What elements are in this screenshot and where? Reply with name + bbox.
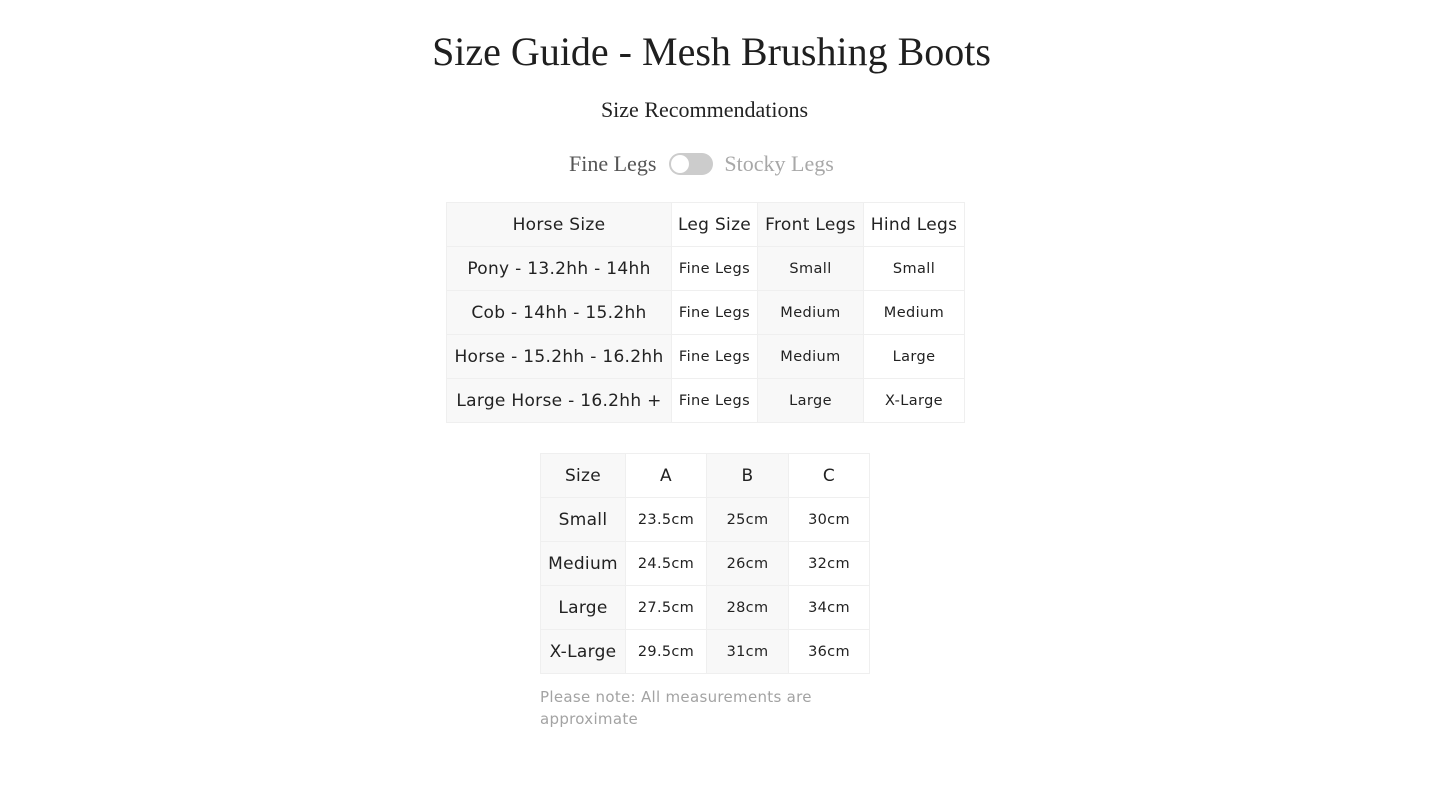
front-legs-cell: Small — [758, 247, 864, 291]
measure-b-cell: 31cm — [707, 630, 789, 674]
horse-size-cell: Pony - 13.2hh - 14hh — [447, 247, 672, 291]
hind-legs-cell: Large — [864, 335, 965, 379]
header-front-legs: Front Legs — [758, 203, 864, 247]
header-b: B — [707, 454, 789, 498]
horse-size-cell: Horse - 15.2hh - 16.2hh — [447, 335, 672, 379]
leg-type-toggle-row — [569, 149, 834, 179]
measure-a-cell: 27.5cm — [626, 586, 707, 630]
measure-a-cell: 23.5cm — [626, 498, 707, 542]
header-hind-legs: Hind Legs — [864, 203, 965, 247]
leg-size-cell: Fine Legs — [672, 335, 758, 379]
horse-size-cell: Large Horse - 16.2hh + — [447, 379, 672, 423]
measure-b-cell: 28cm — [707, 586, 789, 630]
hind-legs-cell: Medium — [864, 291, 965, 335]
measure-a-cell: 29.5cm — [626, 630, 707, 674]
size-cell: Small — [541, 498, 626, 542]
page-title: Size Guide - Mesh Brushing Boots — [432, 29, 991, 74]
table-header-row — [447, 203, 965, 247]
table-row — [541, 630, 870, 674]
table-row — [447, 335, 965, 379]
size-cell: X-Large — [541, 630, 626, 674]
header-horse-size: Horse Size — [447, 203, 672, 247]
front-legs-cell: Large — [758, 379, 864, 423]
header-c: C — [789, 454, 870, 498]
leg-size-cell: Fine Legs — [672, 291, 758, 335]
leg-type-toggle[interactable] — [669, 153, 713, 175]
table-row — [541, 586, 870, 630]
measure-b-cell: 25cm — [707, 498, 789, 542]
measurements-table — [540, 453, 870, 674]
table-row — [541, 542, 870, 586]
measure-b-cell: 26cm — [707, 542, 789, 586]
measure-c-cell: 32cm — [789, 542, 870, 586]
stocky-legs-label: Stocky Legs — [724, 151, 834, 176]
fine-legs-label: Fine Legs — [569, 151, 657, 176]
header-leg-size: Leg Size — [672, 203, 758, 247]
front-legs-cell: Medium — [758, 335, 864, 379]
table-header-row — [541, 454, 870, 498]
measurement-note: Please note: All measurements are approximate — [540, 688, 812, 728]
table-row — [447, 291, 965, 335]
table-row — [447, 379, 965, 423]
toggle-knob — [671, 155, 689, 173]
measure-c-cell: 34cm — [789, 586, 870, 630]
table-row — [447, 247, 965, 291]
table-row — [541, 498, 870, 542]
size-cell: Large — [541, 586, 626, 630]
measure-c-cell: 30cm — [789, 498, 870, 542]
header-a: A — [626, 454, 707, 498]
measure-c-cell: 36cm — [789, 630, 870, 674]
horse-size-cell: Cob - 14hh - 15.2hh — [447, 291, 672, 335]
leg-size-cell: Fine Legs — [672, 247, 758, 291]
size-cell: Medium — [541, 542, 626, 586]
hind-legs-cell: X-Large — [864, 379, 965, 423]
measure-a-cell: 24.5cm — [626, 542, 707, 586]
hind-legs-cell: Small — [864, 247, 965, 291]
size-recommendation-table — [446, 202, 965, 423]
front-legs-cell: Medium — [758, 291, 864, 335]
section-subtitle: Size Recommendations — [600, 97, 809, 122]
header-size: Size — [541, 454, 626, 498]
leg-size-cell: Fine Legs — [672, 379, 758, 423]
